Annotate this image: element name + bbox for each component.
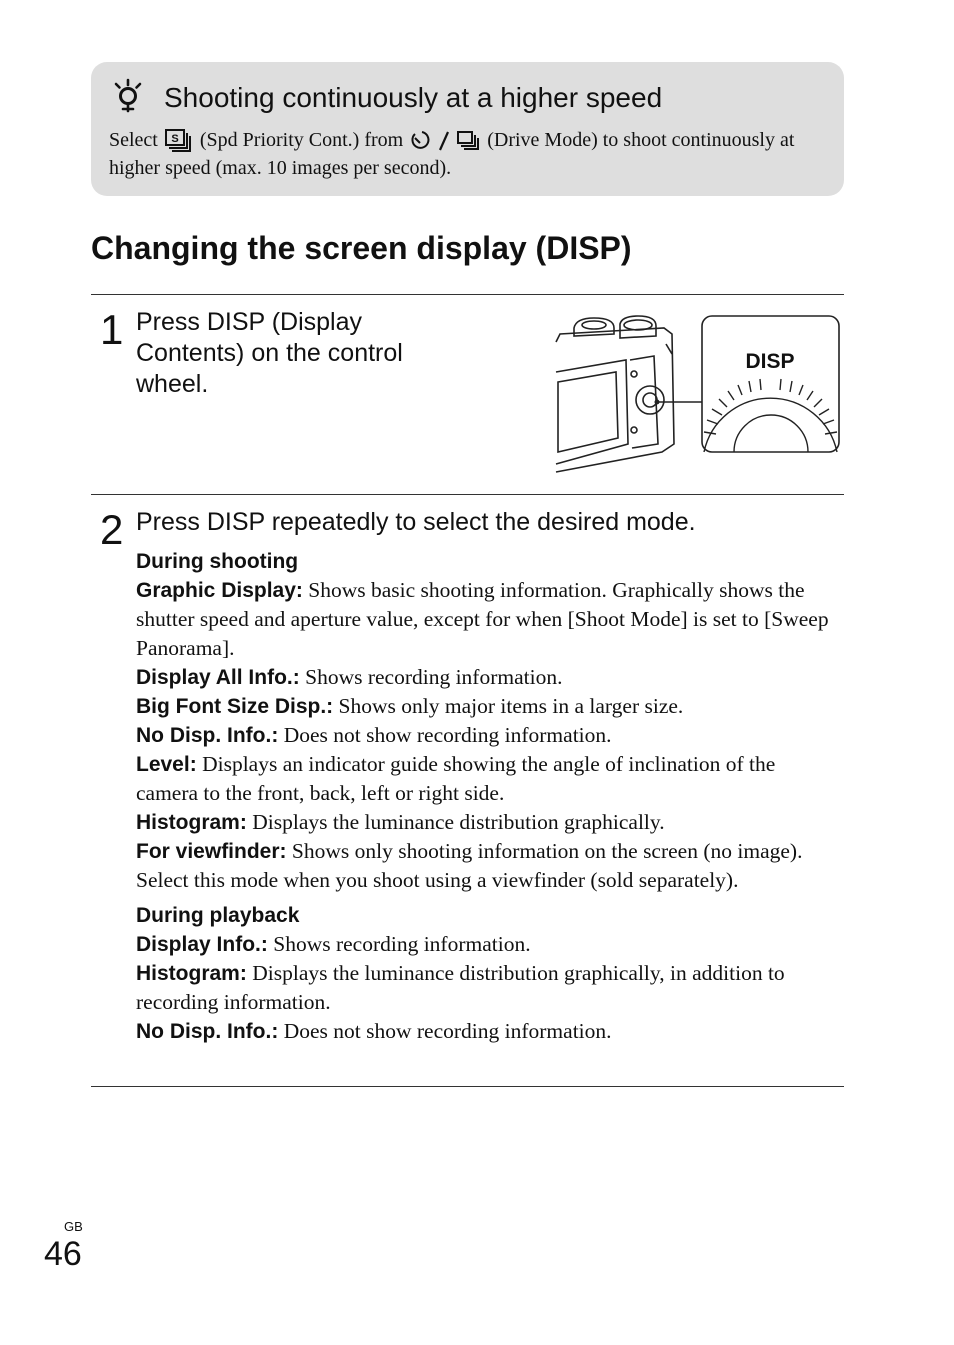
continuous-shooting-icon <box>456 129 482 153</box>
camera-control-wheel-illustration <box>554 314 842 476</box>
playback-entry <box>136 1017 842 1046</box>
step-1-text: Press DISP (Display Contents) on the control wheel. <box>136 308 403 398</box>
entry-term: No Disp. Info.: <box>136 724 279 747</box>
entry-term: No Disp. Info.: <box>136 1020 279 1043</box>
self-timer-icon <box>408 129 432 153</box>
divider-middle <box>91 494 844 495</box>
shooting-entry <box>136 692 842 721</box>
entry-term: For viewfinder: <box>136 840 287 863</box>
entry-term: Display All Info.: <box>136 666 300 689</box>
divider-top <box>91 294 844 295</box>
entry-text: Shows recording information. <box>299 665 563 689</box>
playback-group-title: During playback <box>136 904 300 927</box>
step-1-number: 1 <box>100 306 124 353</box>
entry-text: Shows only major items in a larger size. <box>333 694 684 718</box>
entry-text: Does not show recording information. <box>278 1019 612 1043</box>
slash-separator-icon <box>437 129 451 153</box>
step-2-text: Press DISP repeatedly to select the desired mode. <box>136 508 696 536</box>
shooting-entry <box>136 576 842 663</box>
shooting-entry <box>136 750 842 808</box>
entry-term: Big Font Size Disp.: <box>136 695 334 718</box>
speed-priority-continuous-icon <box>163 129 195 153</box>
tip-box <box>91 62 844 196</box>
shooting-entry <box>136 808 842 837</box>
entry-text: Shows basic shooting information. Graphically shows the shutter speed and aperture value, except for when [Shoot Mode] is set to [Sweep Panorama]. <box>136 578 829 660</box>
playback-entry <box>136 930 842 959</box>
disp-label: DISP <box>745 350 795 373</box>
tip-body-select: Select <box>109 129 158 151</box>
section-heading: Changing the screen display (DISP) <box>91 230 632 266</box>
shooting-entry <box>136 663 842 692</box>
page-number: 46 <box>44 1235 82 1273</box>
entry-term: Display Info.: <box>136 933 268 956</box>
tip-body-end: (Drive Mode) to shoot continuously at higher speed (max. 10 images per second). <box>109 129 795 179</box>
page-language: GB <box>64 1219 83 1234</box>
entry-text: Does not show recording information. <box>278 723 612 747</box>
step-2-number: 2 <box>100 506 124 553</box>
entry-text: Shows recording information. <box>267 932 531 956</box>
playback-entry <box>136 959 842 1017</box>
tip-title: Shooting continuously at a higher speed <box>164 82 663 113</box>
entry-text: Shows only shooting information on the screen (no image). Select this mode when you shoot using a viewfinder (sold separately). <box>136 839 803 892</box>
mode-descriptions <box>136 547 842 1046</box>
entry-text: Displays the luminance distribution graphically. <box>246 810 665 834</box>
divider-bottom <box>91 1086 844 1087</box>
entry-term: Histogram: <box>136 962 247 985</box>
entry-term: Histogram: <box>136 811 247 834</box>
svg-text:S: S <box>171 133 179 146</box>
hint-lightbulb-icon <box>111 78 145 114</box>
shooting-entry <box>136 721 842 750</box>
tip-body <box>109 126 829 182</box>
shooting-entry <box>136 837 842 895</box>
shooting-group-title: During shooting <box>136 550 299 573</box>
entry-term: Graphic Display: <box>136 579 303 602</box>
tip-body-mid: (Spd Priority Cont.) from <box>199 129 404 151</box>
entry-text: Displays an indicator guide showing the angle of inclination of the camera to the front, back, left or right side. <box>136 752 776 805</box>
entry-text: Displays the luminance distribution graphically, in addition to recording information. <box>136 961 785 1014</box>
entry-term: Level: <box>136 753 197 776</box>
